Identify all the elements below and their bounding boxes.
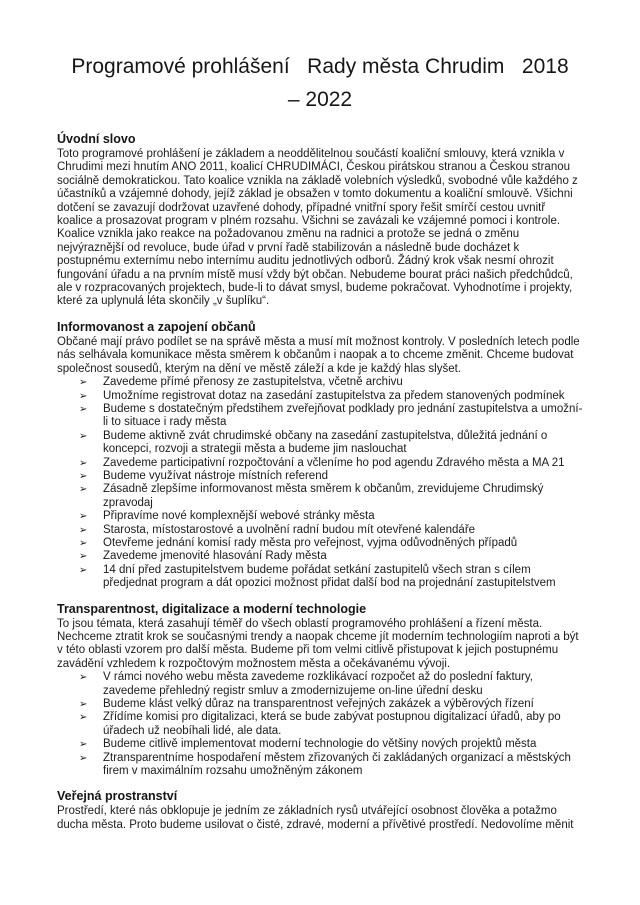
arrow-bullet-icon: ➢ [79, 430, 88, 442]
bullet-text: Připravíme nové komplexnější webové stránky města [103, 510, 375, 523]
arrow-bullet-icon: ➢ [79, 457, 88, 469]
bullet-text: Zřídíme komisi pro digitalizaci, která se bude zabývat postupnou digitalizací úřadů, aby po úřadech už neobíhali lidé, ale data. [103, 711, 561, 737]
bullet-text: V rámci nového webu města zavedeme rozklikávací rozpočet až do poslední faktury, zavedeme přehledný registr smluv a zmodernizujeme on-line úřední desku [103, 671, 533, 697]
bullet-item [57, 698, 583, 711]
bullet-item [57, 457, 583, 470]
bullet-item [57, 550, 583, 563]
bullet-text: Budeme citlivě implementovat moderní technologie do většiny nových projektů města [103, 738, 537, 751]
arrow-bullet-icon: ➢ [79, 672, 88, 684]
section-heading: Transparentnost, digitalizace a moderní technologie [57, 601, 367, 616]
document-title [57, 50, 583, 116]
bullet-item [57, 470, 583, 483]
bullet-text: Budeme klást velký důraz na transparentnost veřejných zakázek a výběrových řízení [103, 698, 534, 711]
section-transparentnost [57, 602, 583, 779]
bullet-text: Starosta, místostarostové a uvolnění radní budou mít otevřené kalendáře [103, 523, 476, 536]
arrow-bullet-icon: ➢ [79, 390, 88, 402]
section-informovanost [57, 320, 583, 591]
arrow-bullet-icon: ➢ [79, 564, 88, 576]
section-heading: Úvodní slovo [57, 132, 136, 146]
bullet-item [57, 483, 583, 510]
bullet-text: Otevřeme jednání komisí rady města pro veřejnost, vyjma odůvodněných případů [103, 536, 518, 549]
arrow-bullet-icon: ➢ [79, 377, 88, 389]
section-paragraph: Toto programové prohlášení je základem a neoddělitelnou součástí koaliční smlouvy, která vznikla v Chrudimi mezi hnutím ANO 2011, koalicí CHRUDIMÁCI, Českou pirátskou stranou a Českou stranou sociálně demokratickou. Tato koalice vznikla na základě volebních výsledků, svobodné vůle každého z účastníků a vzájemné dohody, jejíž základ je obsažen v tomto dokumentu a koaliční smlouvě. Všichni dotčení se zavazují dodržovat uzavřené dohody, případné vnitřní spory řešit smírčí cestou uvnitř koalice a prosazovat program v plném rozsahu. Všichni se zavázali ke vzájemné pomoci i kontrole. Koalice vznikla jako reakce na požadovanou změnu na radnici a protože se jedná o změnu nejvýraznější od revoluce, bude úřad v první řadě stabilizován a následně bude docházet k postupnému externímu nebo internímu auditu jednotlivých odborů. Žádný krok však nesmí ohrozit fungování úřadu a na prvním místě musí vždy být občan. Nebudeme bourat práci našich předchůdců, ale v rozpracovaných projektech, bude-li to dávat smysl, budeme pokračovat. Vyhodnotíme i projekty, které za uplynulá léta skončily „v šuplíku“. [57, 148, 578, 308]
bullet-item [57, 752, 583, 779]
bullet-item [57, 738, 583, 751]
section-uvodni-slovo [57, 132, 583, 309]
arrow-bullet-icon: ➢ [79, 484, 88, 496]
arrow-bullet-icon: ➢ [79, 537, 88, 549]
bullet-text: Zavedeme jmenovité hlasování Rady města [103, 550, 327, 563]
bullet-item [57, 537, 583, 550]
bullet-text: Budeme s dostatečným předstihem zveřejňovat podklady pro jednání zastupitelstva a umožní-li to situace i rady města [103, 402, 583, 429]
document-title-line2: – 2022 [287, 88, 353, 111]
bullet-text: Ztransparentníme hospodaření městem zřizovaných či zakládaných organizací a městských firem v maximálním rozsahu umožněným zákonem [103, 751, 571, 778]
bullet-list [57, 376, 583, 591]
arrow-bullet-icon: ➢ [79, 699, 88, 711]
section-verejna-prostranstvi [57, 789, 583, 832]
bullet-text: Budeme aktivně zvát chrudimské občany na zasedání zastupitelstva, důležitá jednání o koncepci, rozvoji a strategii města a budeme jim naslouchat [103, 429, 548, 456]
arrow-bullet-icon: ➢ [79, 470, 88, 482]
bullet-text: Budeme využívat nástroje místních referend [103, 469, 328, 482]
bullet-item [57, 430, 583, 457]
bullet-item [57, 390, 583, 403]
bullet-text: Zásadně zlepšíme informovanost města směrem k občanům, zrevidujeme Chrudimský zpravodaj [103, 483, 544, 509]
bullet-list [57, 671, 583, 778]
bullet-text: 14 dní před zastupitelstvem budeme pořádat setkání zastupitelů všech stran s cílem předjednat program a dát opozici možnost přidat další bod na projednání zastupitelstvem [103, 563, 556, 590]
arrow-bullet-icon: ➢ [79, 511, 88, 523]
section-heading: Informovanost a zapojení občanů [57, 319, 256, 334]
arrow-bullet-icon: ➢ [79, 712, 88, 724]
section-paragraph: Prostředí, které nás obklopuje je jedním ze základních rysů utvářející osobnost člověka a potažmo ducha města. Proto budeme usilovat o čisté, zdravé, moderní a přívětivé prostředí. Nedovolíme měnit [57, 805, 574, 831]
bullet-item [57, 403, 583, 430]
bullet-item [57, 510, 583, 523]
bullet-item [57, 671, 583, 698]
document-title-line1: Programové prohlášení Rady města Chrudim 2018 [71, 55, 569, 78]
bullet-item [57, 711, 583, 738]
bullet-text: Zavedeme participativní rozpočtování a včleníme ho pod agendu Zdravého města a MA 21 [103, 456, 565, 469]
section-paragraph: To jsou témata, která zasahují téměř do všech oblastí programového prohlášení a řízení města. Nechceme ztratit krok se současnými trendy a naopak chceme jít moderním technologiím naproti a být v této oblasti vzorem pro další města. Budeme při tom velmi citlivě přistupovat k jejich postupnému zavádění vzhledem k rozpočtovým možnostem města a očekávanému vývoji. [57, 617, 579, 670]
arrow-bullet-icon: ➢ [79, 551, 88, 563]
arrow-bullet-icon: ➢ [79, 752, 88, 764]
arrow-bullet-icon: ➢ [79, 739, 88, 751]
section-heading: Veřejná prostranství [57, 789, 178, 804]
bullet-text: Zavedeme přímé přenosy ze zastupitelstva, včetně archivu [103, 376, 403, 389]
arrow-bullet-icon: ➢ [79, 403, 88, 415]
bullet-item [57, 524, 583, 537]
section-paragraph: Občané mají právo podílet se na správě města a musí mít možnost kontroly. V posledních letech podle nás selhávala komunikace města směrem k občanům i naopak a to chceme změnit. Chceme budovat společnost sousedů, kterým na dění ve městě záleží a kde je každý hlas slyšet. [57, 335, 580, 375]
bullet-item [57, 376, 583, 389]
arrow-bullet-icon: ➢ [79, 524, 88, 536]
bullet-item [57, 564, 583, 591]
bullet-text: Umožníme registrovat dotaz na zasedání zastupitelstva za předem stanovených podmínek [103, 389, 565, 402]
